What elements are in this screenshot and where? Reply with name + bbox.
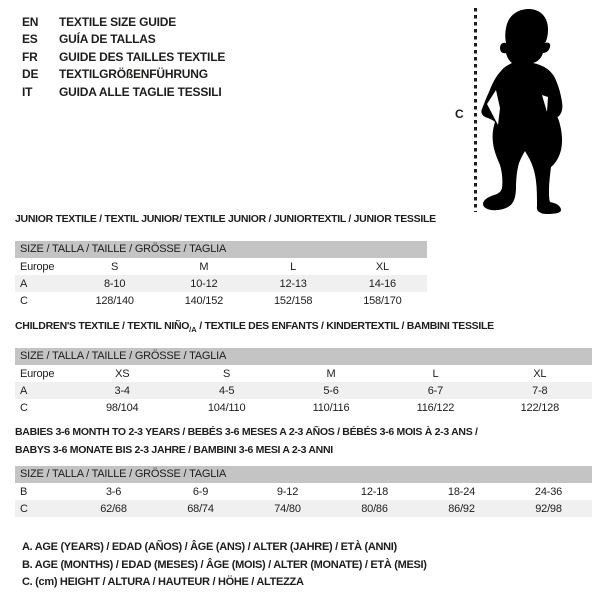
language-code: IT [22, 84, 33, 99]
table-title [15, 319, 592, 337]
language-title-list [22, 13, 225, 101]
size-header-bar: SIZE / TALLA / TAILLE / GRÖSSE / TAGLIA [15, 466, 592, 483]
toddler-silhouette [476, 5, 586, 215]
table-title-sub: /A [189, 325, 197, 335]
height-measure-label: C [455, 107, 464, 121]
size-cell: L [432, 367, 439, 380]
footnote-b: B. AGE (MONTHS) / EDAD (MESES) / ÂGE (MOIS) / ALTER (MONATE) / ETÀ (MESI) [22, 558, 427, 571]
language-row [22, 48, 225, 66]
language-title: TEXTILGRÖßENFÜHRUNG [59, 67, 208, 82]
junior-textile-table [15, 212, 436, 309]
table-row [15, 258, 427, 275]
row-label: Europe [20, 367, 55, 380]
language-title: GUIDE DES TAILLES TEXTILE [59, 49, 226, 64]
size-cell: 128/140 [95, 294, 134, 307]
size-cell: 7-8 [532, 384, 548, 397]
size-cell: 3-6 [105, 485, 122, 498]
table-title [15, 425, 592, 443]
table-rows [15, 258, 427, 309]
size-cell: 9-12 [276, 485, 299, 498]
table-title [15, 212, 436, 230]
row-label: Europe [20, 260, 55, 273]
table-title-text: BABIES 3-6 MONTH TO 2-3 YEARS / BEBÉS 3-6 MESES A 2-3 AÑOS / BÉBÉS 3-6 MOIS À 2-3 ANS / [15, 426, 478, 438]
size-cell: 98/104 [105, 401, 139, 414]
size-cell: XS [115, 367, 130, 380]
table-title-text: CHILDREN'S TEXTILE / TEXTIL NIÑO [15, 320, 190, 332]
footnote-legend [22, 539, 427, 592]
size-header-bar: SIZE / TALLA / TAILLE / GRÖSSE / TAGLIA [15, 241, 427, 258]
language-row [22, 31, 225, 49]
language-code: FR [22, 49, 38, 64]
size-cell: 6-9 [192, 485, 209, 498]
table-rows [15, 365, 592, 416]
size-cell: 18-24 [447, 485, 476, 498]
size-cell: 104/110 [207, 401, 246, 414]
table-title-text: / TEXTILE DES ENFANTS / KINDERTEXTIL / BAMBINI TESSILE [196, 320, 494, 332]
size-cell: S [223, 367, 231, 380]
size-cell: 5-6 [323, 384, 339, 397]
row-label: C [20, 502, 28, 515]
language-title: GUIDA ALLE TAGLIE TESSILI [59, 84, 222, 99]
size-cell: XL [375, 260, 389, 273]
size-cell: 116/122 [416, 401, 455, 414]
size-header-bar: SIZE / TALLA / TAILLE / GRÖSSE / TAGLIA [15, 348, 592, 365]
row-label: B [20, 485, 28, 498]
size-cell: 4-5 [218, 384, 235, 397]
size-cell: 10-12 [190, 277, 218, 290]
size-cell: 3-4 [114, 384, 130, 397]
size-cell: M [199, 260, 209, 273]
table-row [15, 292, 427, 309]
table-row [15, 500, 592, 517]
table-row [15, 275, 427, 292]
language-row [22, 13, 225, 31]
size-cell: 6-7 [427, 384, 444, 397]
size-cell: 140/152 [184, 294, 224, 307]
language-code: EN [22, 14, 39, 29]
size-cell: 8-10 [104, 277, 126, 290]
language-code: DE [22, 67, 39, 82]
size-cell: 122/128 [520, 401, 560, 414]
size-cell: 62/68 [100, 502, 127, 515]
table-row [15, 382, 592, 399]
size-cell: M [326, 367, 336, 380]
language-title: GUÍA DE TALLAS [59, 32, 156, 47]
row-label: A [20, 384, 28, 397]
size-cell: 110/116 [312, 401, 350, 414]
children-textile-table [15, 319, 592, 416]
size-cell: S [111, 260, 119, 273]
size-cell: 92/98 [535, 502, 562, 515]
table-title-text: JUNIOR TEXTILE / TEXTIL JUNIOR/ TEXTILE JUNIOR / JUNIORTEXTIL / JUNIOR TESSILE [15, 213, 436, 225]
table-row [15, 483, 592, 500]
table-row [15, 399, 592, 416]
size-cell: 152/158 [273, 294, 313, 307]
size-cell: 74/80 [274, 502, 301, 515]
row-label: C [20, 401, 28, 414]
size-cell: XL [533, 367, 547, 380]
size-cell: 12-13 [279, 277, 307, 290]
language-code: ES [22, 32, 38, 47]
size-cell: 24-36 [534, 485, 563, 498]
table-title-line2: BABYS 3-6 MONATE BIS 2-3 JAHRE / BAMBINI 3-6 MESI A 2-3 ANNI [15, 444, 333, 457]
language-row [22, 83, 225, 101]
size-cell: 68/74 [187, 502, 214, 515]
size-cell: 80/86 [361, 502, 388, 515]
size-cell: L [290, 260, 297, 273]
size-cell: 86/92 [448, 502, 475, 515]
table-rows [15, 483, 592, 517]
babies-textile-table [15, 425, 592, 517]
language-title: TEXTILE SIZE GUIDE [59, 14, 177, 29]
row-label: A [20, 277, 28, 290]
footnote-c: C. (cm) HEIGHT / ALTURA / HAUTEUR / HÖHE / ALTEZZA [22, 576, 304, 588]
table-row [15, 365, 592, 382]
size-cell: 158/170 [363, 294, 402, 307]
size-cell: 14-16 [368, 277, 396, 290]
size-cell: 12-18 [360, 485, 389, 498]
footnote-a: A. AGE (YEARS) / EDAD (AÑOS) / ÂGE (ANS) / ALTER (JAHRE) / ETÀ (ANNI) [22, 541, 397, 553]
language-row [22, 66, 225, 84]
row-label: C [20, 294, 28, 307]
